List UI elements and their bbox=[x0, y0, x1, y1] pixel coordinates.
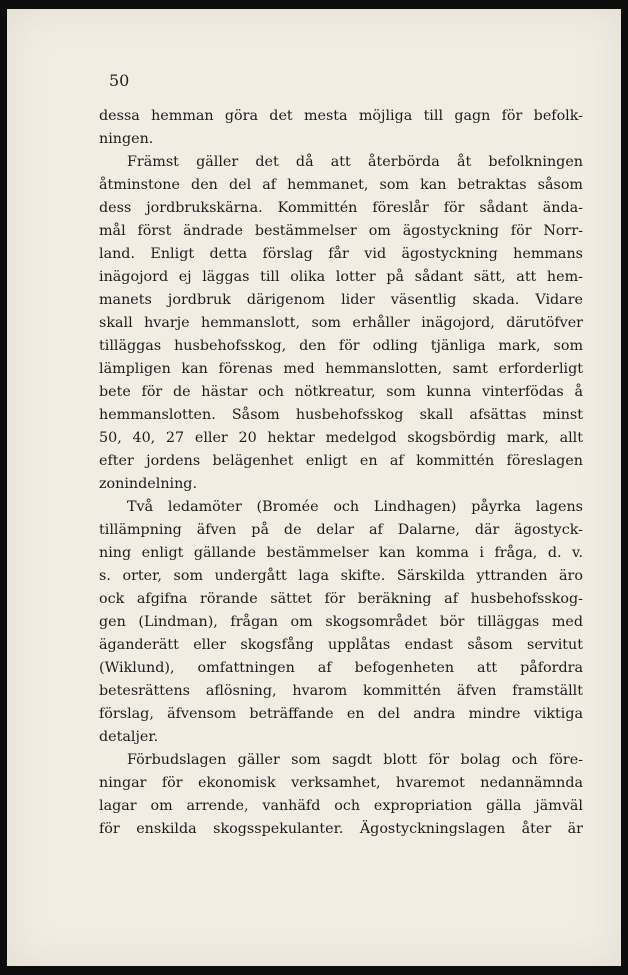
text-line: ningen. bbox=[99, 131, 154, 147]
text-line: dess jordbrukskärna. Kommittén föreslår för sådant ända- bbox=[99, 200, 583, 216]
text-line: s. orter, som undergått laga skifte. Särskilda yttranden äro bbox=[99, 568, 583, 584]
text-line: land. Enligt detta förslag får vid ägostyckning hemmans bbox=[99, 246, 583, 262]
page-number: 50 bbox=[109, 71, 130, 90]
text-line: dessa hemman göra det mesta möjliga till gagn för befolk- bbox=[99, 108, 583, 124]
text-line: ock afgifna rörande sättet för beräkning af husbehofsskog- bbox=[99, 591, 583, 607]
text-line: äganderätt eller skogsfång upplåtas endast såsom servitut bbox=[99, 637, 583, 653]
text-line: Förbudslagen gäller som sagdt blott för bolag och före- bbox=[127, 752, 583, 768]
text-line: tillämpning äfven på de delar af Dalarne, där ägostyck- bbox=[99, 522, 583, 538]
text-line: lämpligen kan förenas med hemmanslotten, samt erforderligt bbox=[99, 361, 583, 377]
text-line: Två ledamöter (Bromée och Lindhagen) påyrka lagens bbox=[127, 499, 583, 515]
body-text bbox=[99, 105, 583, 841]
text-line: ning enligt gällande bestämmelser kan komma i fråga, d. v. bbox=[99, 545, 583, 561]
text-line: inägojord ej läggas till olika lotter på sådant sätt, att hem- bbox=[99, 269, 583, 285]
text-line: betesrättens aflösning, hvarom kommittén äfven framställt bbox=[99, 683, 583, 699]
text-line: lagar om arrende, vanhäfd och expropriation gälla jämväl bbox=[99, 798, 583, 814]
book-page bbox=[7, 9, 621, 966]
text-line: Främst gäller det då att återbörda åt befolkningen bbox=[127, 154, 583, 170]
text-line: tilläggas husbehofsskog, den för odling tjänliga mark, som bbox=[99, 338, 583, 354]
text-line: för enskilda skogsspekulanter. Ägostyckningslagen åter är bbox=[99, 821, 583, 837]
text-line: gen (Lindman), frågan om skogsområdet bör tilläggas med bbox=[99, 614, 583, 630]
text-line: mål först ändrade bestämmelser om ägostyckning för Norr- bbox=[99, 223, 583, 239]
text-line: (Wiklund), omfattningen af befogenheten att påfordra bbox=[99, 660, 583, 676]
text-line: skall hvarje hemmanslott, som erhåller inägojord, därutöfver bbox=[99, 315, 583, 331]
text-line: ningar för ekonomisk verksamhet, hvaremot nedannämnda bbox=[99, 775, 583, 791]
text-line: efter jordens belägenhet enligt en af kommittén föreslagen bbox=[99, 453, 583, 469]
text-line: 50, 40, 27 eller 20 hektar medelgod skogsbördig mark, allt bbox=[99, 430, 583, 446]
text-line: åtminstone den del af hemmanet, som kan betraktas såsom bbox=[99, 177, 583, 193]
text-line: manets jordbruk därigenom lider väsentlig skada. Vidare bbox=[99, 292, 583, 308]
text-line: förslag, äfvensom beträffande en del andra mindre viktiga bbox=[99, 706, 583, 722]
text-line: bete för de hästar och nötkreatur, som kunna vinterfödas å bbox=[99, 384, 583, 400]
text-line: hemmanslotten. Såsom husbehofsskog skall afsättas minst bbox=[99, 407, 583, 423]
text-line: detaljer. bbox=[99, 729, 159, 745]
text-line: zonindelning. bbox=[99, 476, 197, 492]
